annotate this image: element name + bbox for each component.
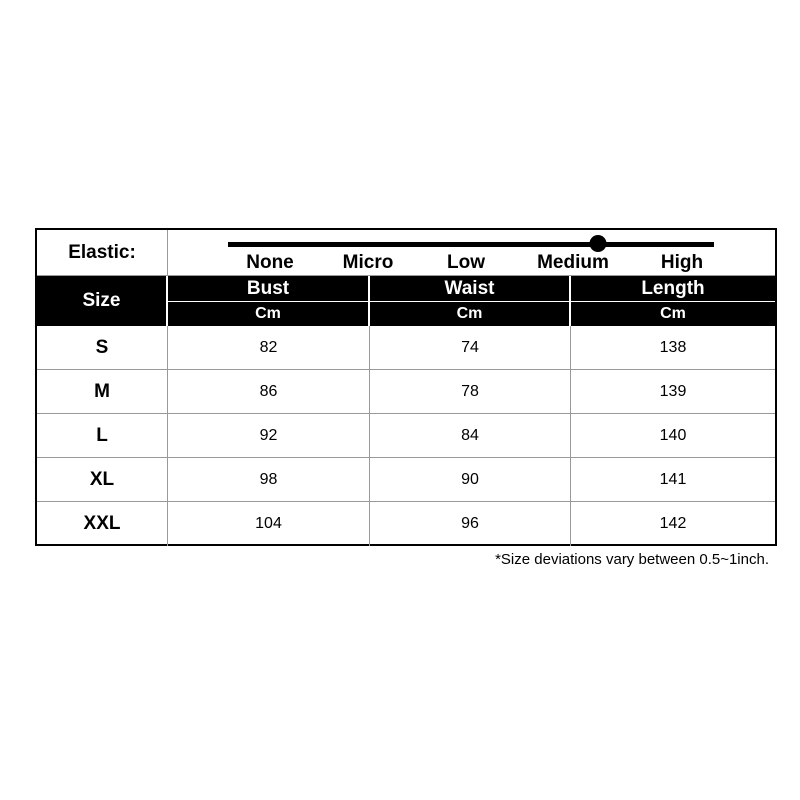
elastic-label: Elastic: (37, 230, 168, 276)
size-m-waist: 78 (370, 370, 571, 414)
size-xl-bust: 98 (168, 458, 370, 502)
size-xxl-waist: 96 (370, 502, 571, 546)
elasticity-indicator-dot (590, 235, 607, 252)
waist-column-header: Waist (370, 276, 571, 302)
length-unit: Cm (571, 302, 775, 326)
size-xl-waist: 90 (370, 458, 571, 502)
size-m-length: 139 (571, 370, 775, 414)
bust-column-header: Bust (168, 276, 370, 302)
size-l-label: L (37, 414, 168, 458)
elasticity-level-micro: Micro (342, 252, 394, 273)
size-m-label: M (37, 370, 168, 414)
size-column-header: Size (37, 276, 168, 326)
elasticity-level-low: Low (447, 252, 485, 273)
size-l-bust: 92 (168, 414, 370, 458)
elasticity-level-none: None (246, 252, 294, 273)
length-column-header: Length (571, 276, 775, 302)
waist-unit: Cm (370, 302, 571, 326)
size-xl-length: 141 (571, 458, 775, 502)
size-xxl-label: XXL (37, 502, 168, 546)
size-xxl-bust: 104 (168, 502, 370, 546)
size-xxl-length: 142 (659, 515, 687, 532)
elasticity-scale-line (228, 242, 714, 247)
size-l-waist: 84 (370, 414, 571, 458)
size-m-bust: 86 (168, 370, 370, 414)
elasticity-level-medium: Medium (537, 252, 609, 273)
elasticity-scale (168, 230, 775, 276)
size-deviation-note: *Size deviations vary between 0.5~1inch. (495, 551, 769, 568)
size-s-waist: 74 (370, 326, 571, 370)
size-chart (35, 228, 777, 546)
size-s-label: S (37, 326, 168, 370)
size-xl-label: XL (37, 458, 168, 502)
size-s-length: 138 (571, 326, 775, 370)
bust-unit: Cm (168, 302, 370, 326)
size-l-length: 140 (571, 414, 775, 458)
elasticity-level-high: High (660, 252, 704, 273)
size-s-bust: 82 (168, 326, 370, 370)
